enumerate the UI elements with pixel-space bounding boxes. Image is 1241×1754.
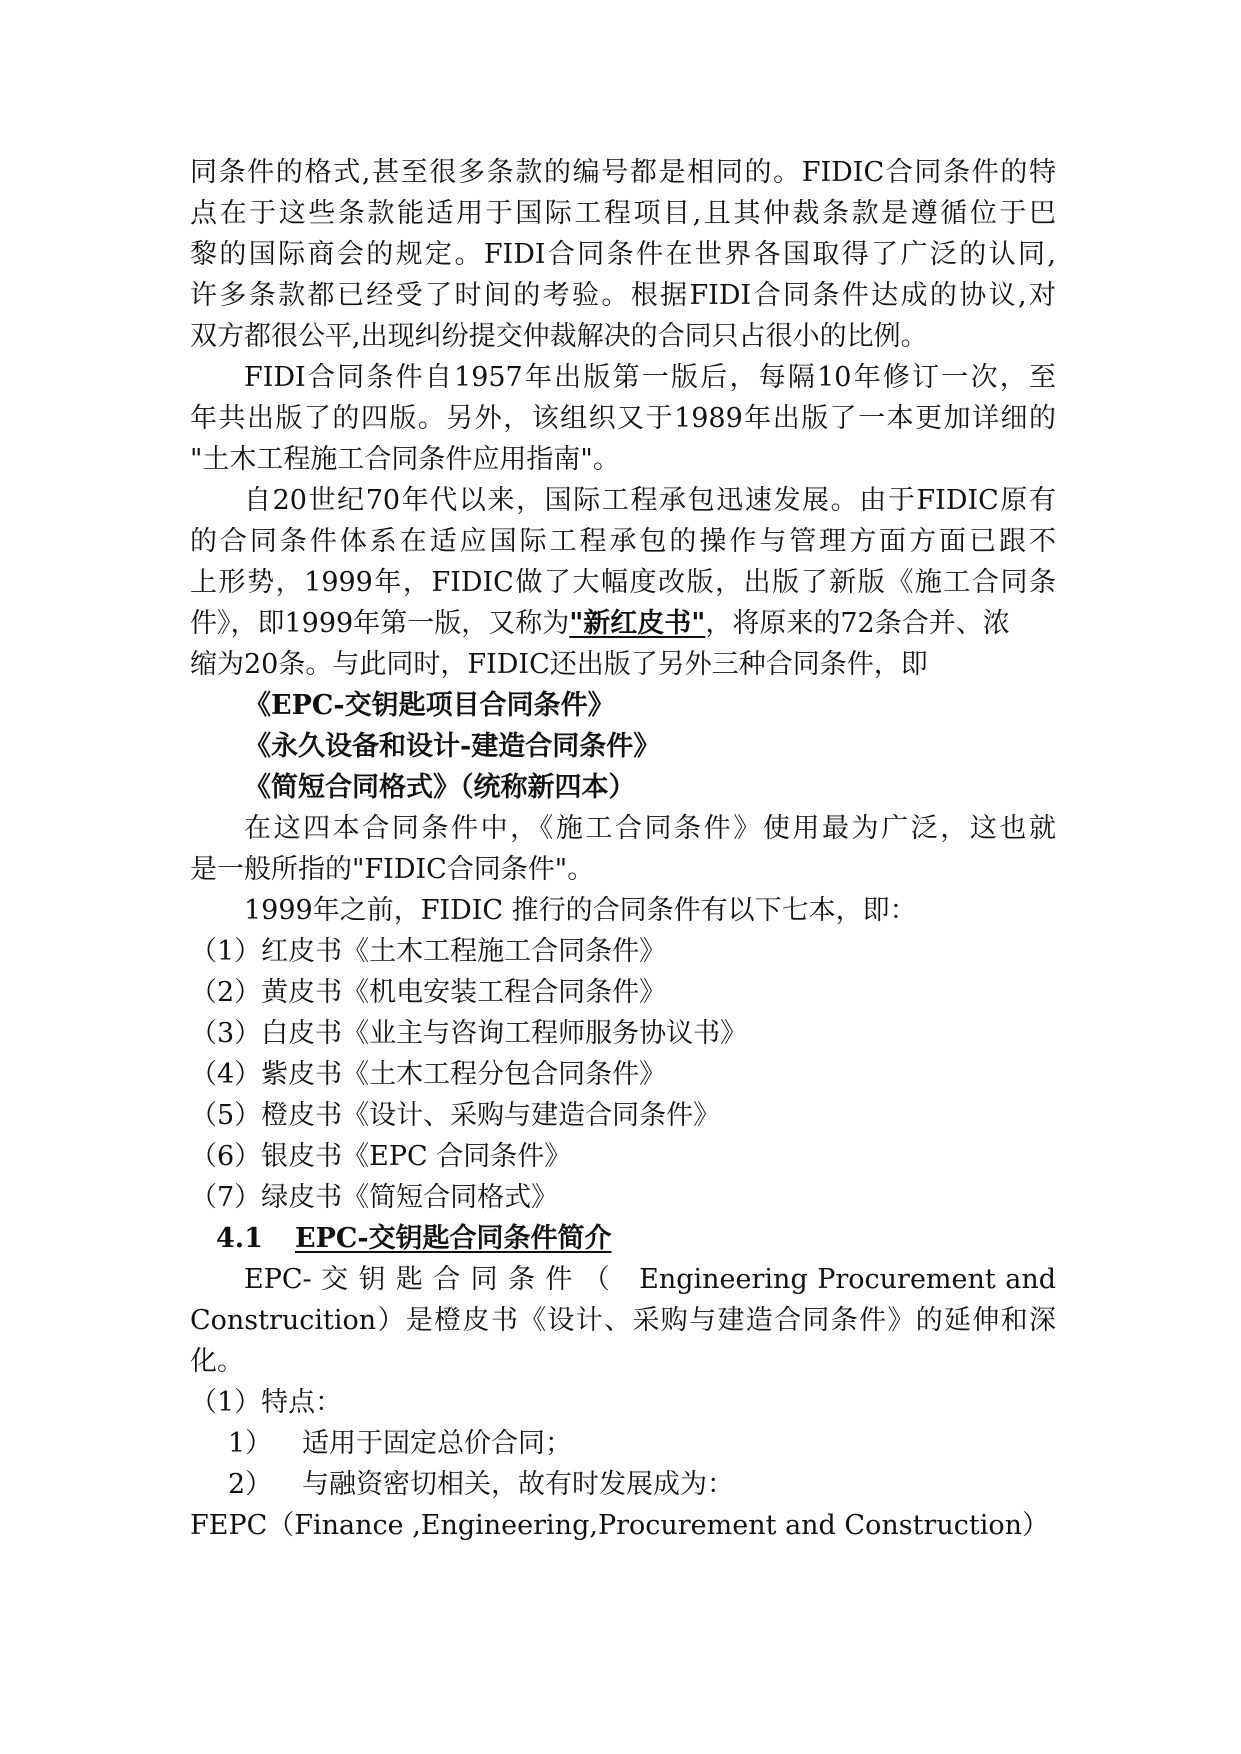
section-heading [216,1220,612,1258]
paragraph-line: 点在于这些条款能适用于国际工程项目,且其仲裁条款是遵循位于巴 [190,198,1056,229]
new-book-title: 《简短合同格式》（统称新四本） [244,772,636,803]
paragraph-line: 许多条款都已经受了时间的考验。根据FIDI合同条件达成的协议,对 [190,280,1056,311]
list-item: （3）白皮书《业主与咨询工程师服务协议书》 [190,1018,748,1049]
paragraph-line: 1999年之前，FIDIC 推行的合同条件有以下七本，即： [244,895,917,926]
feature-item [228,1425,572,1463]
feature-text: 与融资密切相关，故有时发展成为： [302,1469,734,1500]
paragraph-line: Construcition）是橙皮书《设计、采购与建造合同条件》的延伸和深 [190,1305,1056,1336]
section-title: EPC-交钥匙合同条件简介 [294,1223,612,1254]
paragraph-line: 自20世纪70年代以来，国际工程承包迅速发展。由于FIDIC原有 [244,485,1056,516]
paragraph-line: 双方都很公平,出现纠纷提交仲裁解决的合同只占很小的比例。 [190,321,928,352]
list-item: （7）绿皮书《简短合同格式》 [190,1182,559,1213]
feature-number: 1） [228,1428,273,1459]
paragraph-line [190,605,1010,643]
feature-item [228,1466,734,1504]
paragraph-text: 件》，即1999年第一版，又称为 [190,608,570,639]
feature-number: 2） [228,1469,273,1500]
paragraph-line: 的合同条件体系在适应国际工程承包的操作与管理方面方面已跟不 [190,526,1056,557]
list-item: （4）紫皮书《土木工程分包合同条件》 [190,1059,667,1090]
section-number: 4.1 [216,1223,263,1254]
new-red-book-link[interactable]: "新红皮书" [569,608,706,639]
feature-text: 适用于固定总价合同； [302,1428,572,1459]
list-item: （2）黄皮书《机电安装工程合同条件》 [190,977,667,1008]
paragraph-line: 缩为20条。与此同时，FIDIC还出版了另外三种合同条件，即 [190,649,928,680]
new-book-title: 《永久设备和设计-建造合同条件》 [244,731,661,762]
list-item: （6）银皮书《EPC 合同条件》 [190,1141,572,1172]
paragraph-line: 是一般所指的"FIDIC合同条件"。 [190,854,595,885]
paragraph-line: 同条件的格式,甚至很多条款的编号都是相同的。FIDIC合同条件的特 [190,157,1056,188]
list-item: （1）红皮书《土木工程施工合同条件》 [190,936,667,967]
paragraph-line: 黎的国际商会的规定。FIDI合同条件在世界各国取得了广泛的认同, [190,239,1056,270]
paragraph-line: 在这四本合同条件中，《施工合同条件》使用最为广泛，这也就 [244,813,1056,844]
paragraph-line: 年共出版了的四版。另外，该组织又于1989年出版了一本更加详细的 [190,403,1056,434]
fepc-line: FEPC（Finance ,Engineering,Procurement and Construction） [190,1510,1049,1541]
paragraph-line: EPC- 交 钥 匙 合 同 条 件 （ Engineering Procurement and [244,1264,1056,1295]
paragraph-line: FIDI合同条件自1957年出版第一版后，每隔10年修订一次，至 [244,362,1056,393]
features-heading: （1）特点： [190,1387,343,1418]
new-book-title: 《EPC-交钥匙项目合同条件》 [244,690,615,721]
paragraph-line: 化。 [190,1346,244,1377]
paragraph-text: ，将原来的72条合并、浓 [705,608,1010,639]
paragraph-line: 上形势，1999年，FIDIC做了大幅度改版，出版了新版《施工合同条 [190,567,1056,598]
paragraph-line: "土木工程施工合同条件应用指南"。 [190,444,620,475]
list-item: （5）橙皮书《设计、采购与建造合同条件》 [190,1100,721,1131]
